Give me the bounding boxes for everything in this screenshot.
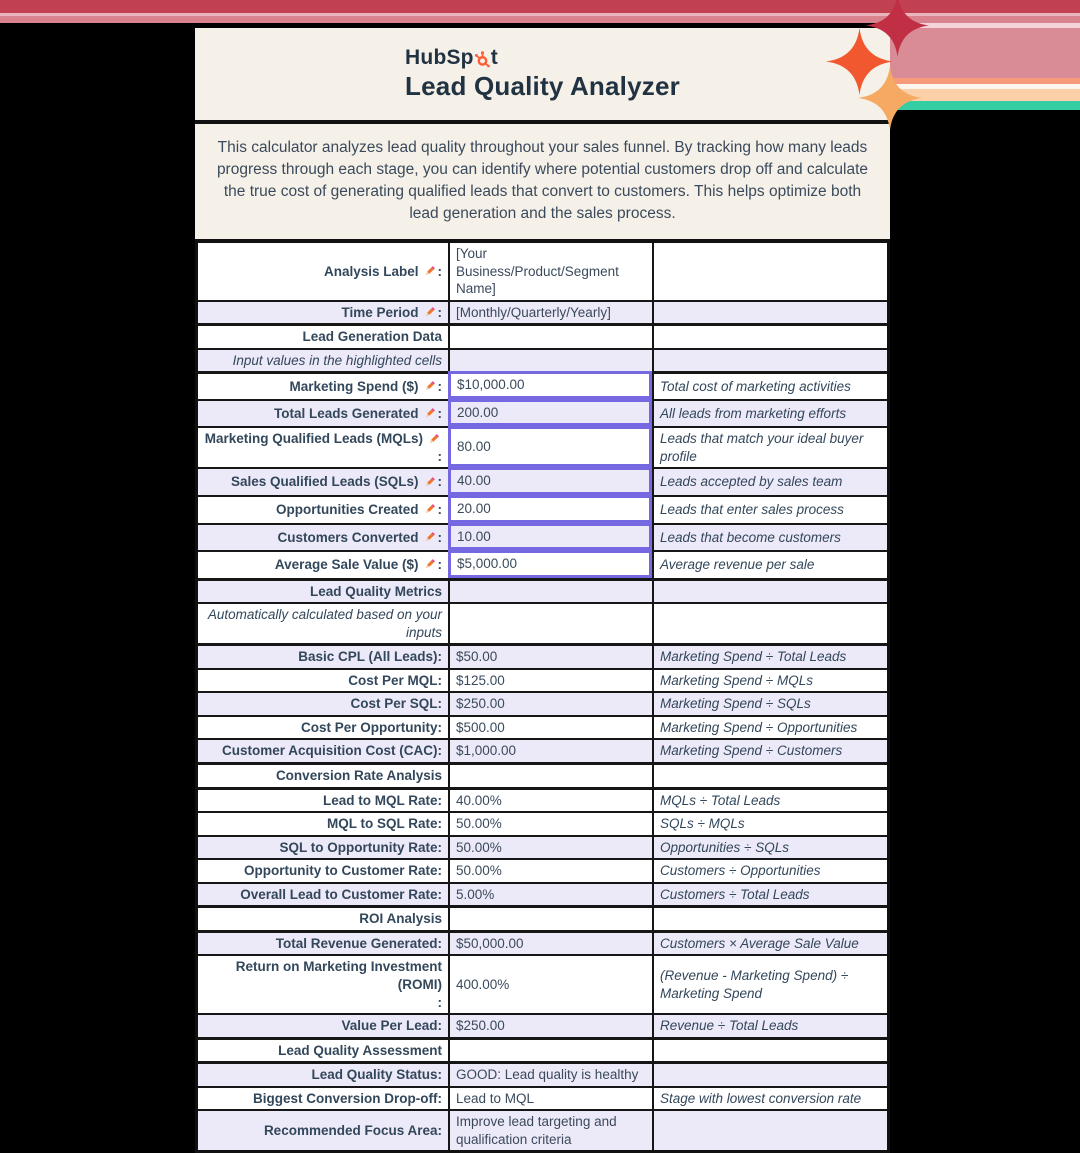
row-label: Total Leads Generated : — [198, 399, 448, 427]
section-header-label: Conversion Rate Analysis — [198, 762, 448, 787]
input-value-cell[interactable]: $5,000.00 — [448, 550, 652, 578]
note-label: Automatically calculated based on your inputs — [198, 602, 448, 643]
description-cell: Stage with lowest conversion rate — [652, 1086, 887, 1110]
value-cell: [Your Business/Product/Segment Name] — [448, 243, 652, 300]
section-header-label: ROI Analysis — [198, 905, 448, 930]
table-row — [198, 787, 887, 812]
pencil-icon — [423, 476, 436, 489]
table-row — [198, 762, 887, 787]
document-panel — [195, 28, 890, 1153]
pencil-icon — [423, 407, 436, 420]
description-cell: Revenue ÷ Total Leads — [652, 1013, 887, 1037]
input-value-cell[interactable]: 200.00 — [448, 399, 652, 427]
description-text: This calculator analyzes lead quality throughout your sales funnel. By tracking how many leads progress through each stage, you can identify where potential customers drop off and calculate the true cost of generating qualified leads that convert to customers. This helps optimize both lead generation and the sales process. — [195, 124, 890, 243]
value-cell — [448, 348, 652, 372]
table-row — [198, 300, 887, 324]
input-value-cell[interactable]: 10.00 — [448, 523, 652, 551]
value-cell: $250.00 — [448, 1013, 652, 1037]
table-row — [198, 602, 887, 643]
description-cell: Average revenue per sale — [652, 550, 887, 578]
table-row — [198, 426, 887, 467]
value-cell: 400.00% — [448, 954, 652, 1013]
table-row — [198, 930, 887, 955]
table-row — [198, 578, 887, 603]
table-row — [198, 467, 887, 495]
value-cell: 50.00% — [448, 835, 652, 859]
table-row — [198, 243, 887, 300]
table-row — [198, 399, 887, 427]
table-row — [198, 495, 887, 523]
row-label: Cost Per MQL : — [198, 668, 448, 692]
input-value-cell[interactable]: 20.00 — [448, 495, 652, 523]
description-cell: Marketing Spend ÷ Customers — [652, 738, 887, 762]
row-label: Basic CPL (All Leads) : — [198, 643, 448, 668]
pencil-icon — [423, 265, 436, 278]
value-cell: $500.00 — [448, 715, 652, 739]
table-row — [198, 550, 887, 578]
table-row — [198, 1013, 887, 1037]
description-cell: Customers ÷ Opportunities — [652, 858, 887, 882]
table-row — [198, 905, 887, 930]
row-label: Opportunities Created : — [198, 495, 448, 523]
table-row — [198, 811, 887, 835]
value-cell: 5.00% — [448, 882, 652, 906]
description-cell: All leads from marketing efforts — [652, 399, 887, 427]
pencil-icon — [427, 433, 440, 446]
document-header — [195, 28, 890, 124]
table-row — [198, 523, 887, 551]
description-cell: Marketing Spend ÷ Total Leads — [652, 643, 887, 668]
pencil-icon — [423, 306, 436, 319]
description-cell — [652, 323, 887, 348]
value-cell — [448, 578, 652, 603]
description-cell: Customers × Average Sale Value — [652, 930, 887, 955]
row-label: Cost Per SQL : — [198, 691, 448, 715]
description-cell: Marketing Spend ÷ Opportunities — [652, 715, 887, 739]
value-cell: $50.00 — [448, 643, 652, 668]
table-row — [198, 371, 887, 399]
table-row — [198, 738, 887, 762]
row-label: Value Per Lead : — [198, 1013, 448, 1037]
page-title: Lead Quality Analyzer — [405, 70, 680, 101]
row-label: Lead to MQL Rate : — [198, 787, 448, 812]
pencil-icon — [423, 380, 436, 393]
row-label: Time Period : — [198, 300, 448, 324]
value-cell — [448, 1037, 652, 1062]
row-label: SQL to Opportunity Rate : — [198, 835, 448, 859]
description-cell — [652, 905, 887, 930]
description-cell: (Revenue - Marketing Spend) ÷ Marketing Spend — [652, 954, 887, 1013]
table-row — [198, 1061, 887, 1086]
table-row — [198, 323, 887, 348]
description-cell: Opportunities ÷ SQLs — [652, 835, 887, 859]
row-label: Customer Acquisition Cost (CAC) : — [198, 738, 448, 762]
table-row — [198, 1037, 887, 1062]
row-label: Biggest Conversion Drop-off : — [198, 1086, 448, 1110]
value-cell: $125.00 — [448, 668, 652, 692]
value-cell: [Monthly/Quarterly/Yearly] — [448, 300, 652, 324]
hubspot-sprocket-icon — [474, 51, 491, 68]
value-cell — [448, 905, 652, 930]
description-cell: MQLs ÷ Total Leads — [652, 787, 887, 812]
pencil-icon — [423, 503, 436, 516]
table-row — [198, 954, 887, 1013]
value-cell: $1,000.00 — [448, 738, 652, 762]
description-cell — [652, 602, 887, 643]
description-cell — [652, 243, 887, 300]
row-label: Customers Converted : — [198, 523, 448, 551]
row-label: Cost Per Opportunity : — [198, 715, 448, 739]
value-cell: $250.00 — [448, 691, 652, 715]
description-cell: Leads that enter sales process — [652, 495, 887, 523]
row-label: Marketing Qualified Leads (MQLs) : — [198, 426, 448, 467]
table-row — [198, 348, 887, 372]
table-row — [198, 1086, 887, 1110]
value-cell — [448, 762, 652, 787]
note-label: Input values in the highlighted cells — [198, 348, 448, 372]
input-value-cell[interactable]: 80.00 — [448, 426, 652, 467]
table-row — [198, 715, 887, 739]
value-cell — [448, 602, 652, 643]
description-cell: Marketing Spend ÷ MQLs — [652, 668, 887, 692]
description-cell: Customers ÷ Total Leads — [652, 882, 887, 906]
sparkle-peach-icon — [858, 66, 922, 130]
row-label: Analysis Label : — [198, 243, 448, 300]
logo-text-before: HubSp — [405, 46, 474, 70]
section-header-label: Lead Quality Assessment — [198, 1037, 448, 1062]
table-row — [198, 1109, 887, 1150]
value-cell: 50.00% — [448, 858, 652, 882]
description-cell: Total cost of marketing activities — [652, 371, 887, 399]
table-row — [198, 882, 887, 906]
value-cell: 40.00% — [448, 787, 652, 812]
description-cell — [652, 348, 887, 372]
description-cell: Leads that match your ideal buyer profile — [652, 426, 887, 467]
value-cell: Improve lead targeting and qualification criteria — [448, 1109, 652, 1150]
row-label: Total Revenue Generated : — [198, 930, 448, 955]
value-cell: GOOD: Lead quality is healthy — [448, 1061, 652, 1086]
row-label: Recommended Focus Area : — [198, 1109, 448, 1150]
pencil-icon — [423, 558, 436, 571]
row-label: Average Sale Value ($) : — [198, 550, 448, 578]
table-row — [198, 835, 887, 859]
hubspot-logo — [405, 46, 680, 69]
description-cell: Marketing Spend ÷ SQLs — [652, 691, 887, 715]
table-row — [198, 858, 887, 882]
table-row — [198, 668, 887, 692]
row-label: Lead Quality Status : — [198, 1061, 448, 1086]
row-label: Marketing Spend ($) : — [198, 371, 448, 399]
row-label: Opportunity to Customer Rate : — [198, 858, 448, 882]
description-cell — [652, 1109, 887, 1150]
row-label: MQL to SQL Rate : — [198, 811, 448, 835]
input-value-cell[interactable]: $10,000.00 — [448, 371, 652, 399]
value-cell — [448, 323, 652, 348]
logo-text-after: t — [490, 46, 498, 70]
value-cell: $50,000.00 — [448, 930, 652, 955]
table-row — [198, 643, 887, 668]
input-value-cell[interactable]: 40.00 — [448, 467, 652, 495]
description-cell: SQLs ÷ MQLs — [652, 811, 887, 835]
description-cell: Leads accepted by sales team — [652, 467, 887, 495]
description-cell — [652, 300, 887, 324]
row-label: Overall Lead to Customer Rate : — [198, 882, 448, 906]
description-cell: Leads that become customers — [652, 523, 887, 551]
description-cell — [652, 1061, 887, 1086]
description-cell — [652, 578, 887, 603]
description-cell — [652, 762, 887, 787]
section-header-label: Lead Quality Metrics — [198, 578, 448, 603]
table-row — [198, 691, 887, 715]
lead-table — [195, 243, 890, 1153]
pencil-icon — [423, 531, 436, 544]
row-label: Sales Qualified Leads (SQLs) : — [198, 467, 448, 495]
value-cell: Lead to MQL — [448, 1086, 652, 1110]
value-cell: 50.00% — [448, 811, 652, 835]
row-label: Return on Marketing Investment (ROMI) : — [198, 954, 448, 1013]
section-header-label: Lead Generation Data — [198, 323, 448, 348]
description-cell — [652, 1037, 887, 1062]
